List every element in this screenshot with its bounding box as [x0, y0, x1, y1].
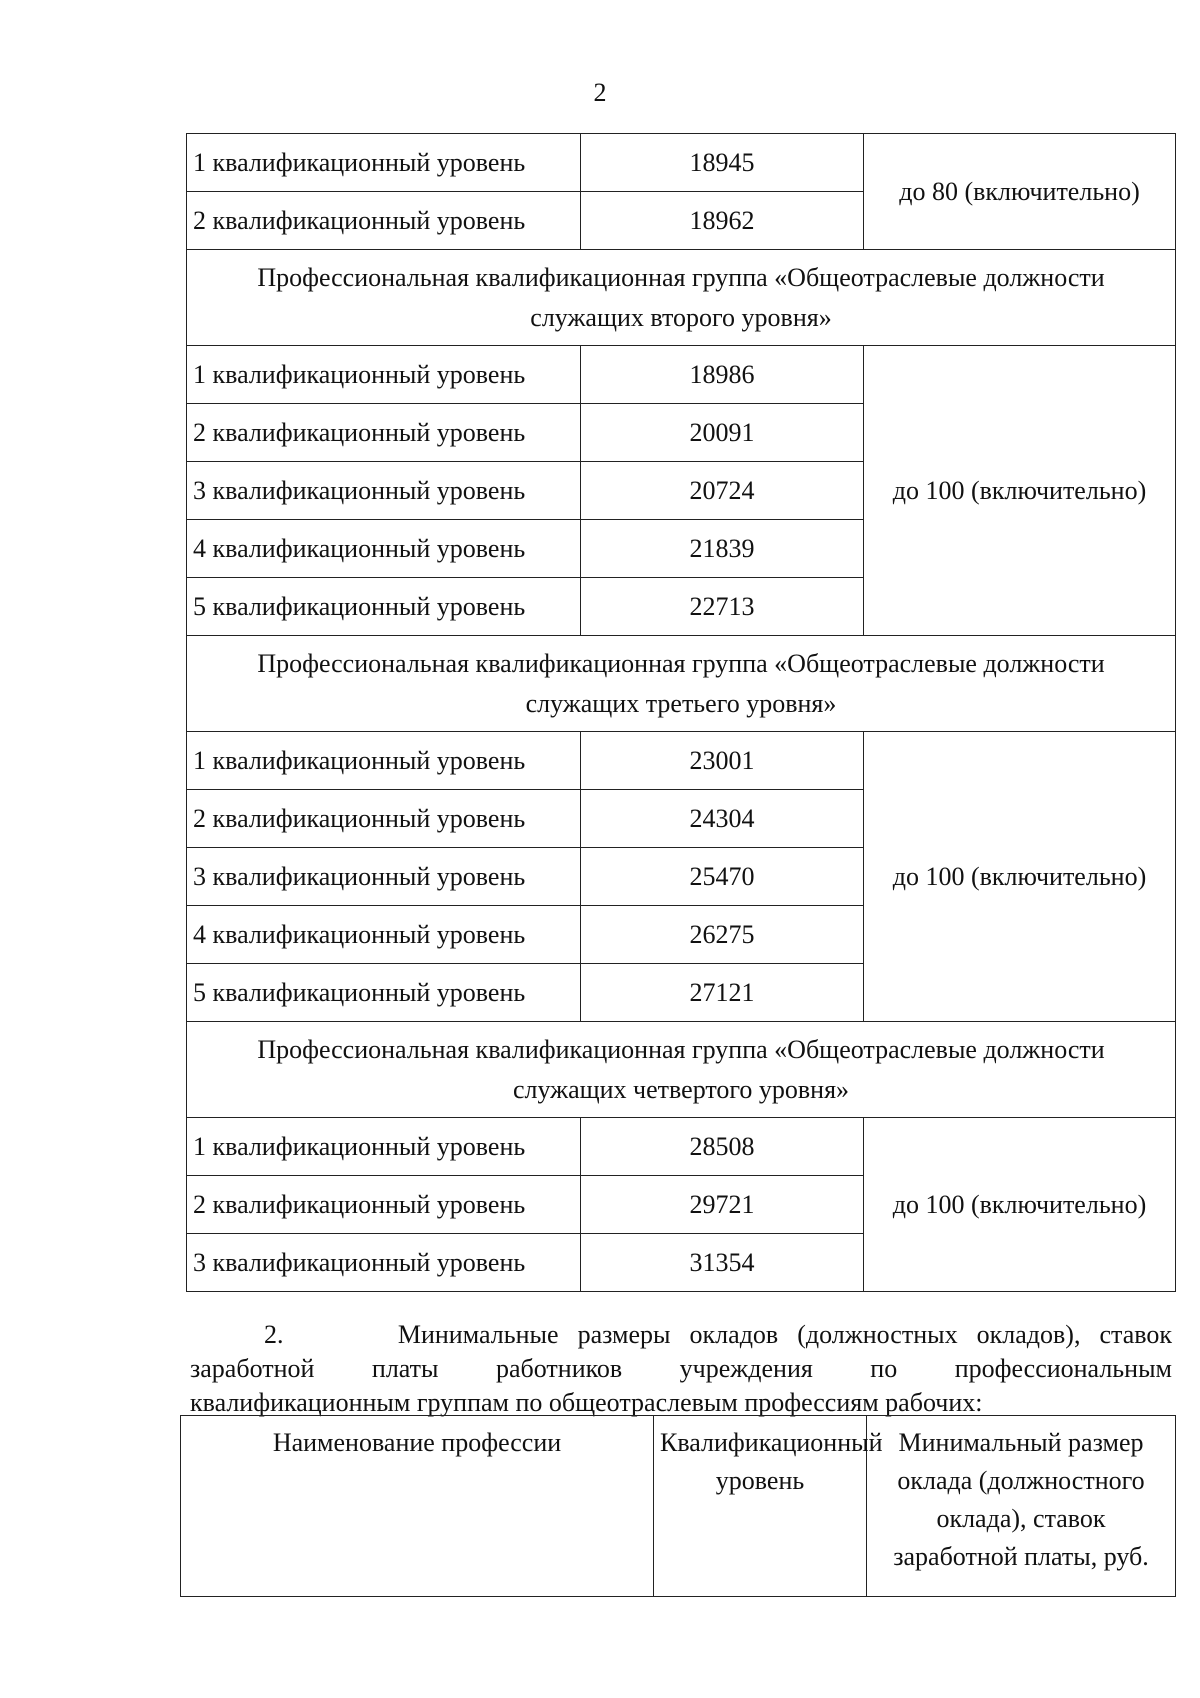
level-cell: 5 квалификационный уровень [187, 964, 581, 1022]
salary-cell: 20724 [581, 462, 864, 520]
level-cell: 4 квалификационный уровень [187, 906, 581, 964]
level-cell: 2 квалификационный уровень [187, 404, 581, 462]
column-header-min-salary: Минимальный размер оклада (должностного оклада), ставок заработной платы, руб. [867, 1416, 1176, 1597]
level-cell: 5 квалификационный уровень [187, 578, 581, 636]
table-header-row [181, 1416, 1176, 1597]
group-title: Профессиональная квалификационная группа «Общеотраслевые должности служащих третьего уровня» [187, 636, 1176, 732]
section-2-paragraph [190, 1318, 1172, 1420]
level-cell: 2 квалификационный уровень [187, 1176, 581, 1234]
salary-cell: 27121 [581, 964, 864, 1022]
table-row [187, 134, 1176, 192]
salary-cell: 20091 [581, 404, 864, 462]
group-header-row [187, 636, 1176, 732]
paragraph-number: 2. [264, 1320, 284, 1349]
level-cell: 4 квалификационный уровень [187, 520, 581, 578]
worker-professions-table [180, 1415, 1176, 1597]
salary-cell: 18962 [581, 192, 864, 250]
allowance-range-cell: до 100 (включительно) [864, 346, 1176, 636]
level-cell: 1 квалификационный уровень [187, 1118, 581, 1176]
group-title: Профессиональная квалификационная группа «Общеотраслевые должности служащих второго уровня» [187, 250, 1176, 346]
group-header-row [187, 250, 1176, 346]
level-cell: 1 квалификационный уровень [187, 134, 581, 192]
salary-table [186, 133, 1176, 1292]
page-number: 2 [593, 78, 607, 107]
level-cell: 1 квалификационный уровень [187, 346, 581, 404]
allowance-range-cell: до 100 (включительно) [864, 732, 1176, 1022]
level-cell: 3 квалификационный уровень [187, 848, 581, 906]
salary-cell: 22713 [581, 578, 864, 636]
paragraph-line: квалификационным группам по общеотраслевым профессиям рабочих: [190, 1388, 983, 1417]
salary-cell: 18986 [581, 346, 864, 404]
table-row [187, 346, 1176, 404]
column-header-qualification-level: Квалификационный уровень [654, 1416, 867, 1597]
paragraph-line: заработной платы работников учреждения по профессиональным [190, 1354, 1172, 1383]
salary-cell: 28508 [581, 1118, 864, 1176]
level-cell: 3 квалификационный уровень [187, 1234, 581, 1292]
salary-cell: 23001 [581, 732, 864, 790]
salary-cell: 31354 [581, 1234, 864, 1292]
table-row [187, 1118, 1176, 1176]
salary-cell: 18945 [581, 134, 864, 192]
allowance-range-cell: до 100 (включительно) [864, 1118, 1176, 1292]
salary-cell: 29721 [581, 1176, 864, 1234]
column-header-profession: Наименование профессии [181, 1416, 654, 1597]
level-cell: 2 квалификационный уровень [187, 790, 581, 848]
table-row [187, 732, 1176, 790]
allowance-range-cell: до 80 (включительно) [864, 134, 1176, 250]
paragraph-line-text: Минимальные размеры окладов (должностных окладов), ставок [397, 1320, 1173, 1349]
level-cell: 1 квалификационный уровень [187, 732, 581, 790]
level-cell: 2 квалификационный уровень [187, 192, 581, 250]
salary-cell: 25470 [581, 848, 864, 906]
salary-cell: 26275 [581, 906, 864, 964]
paragraph-line [190, 1318, 1172, 1352]
group-header-row [187, 1022, 1176, 1118]
salary-cell: 21839 [581, 520, 864, 578]
level-cell: 3 квалификационный уровень [187, 462, 581, 520]
salary-cell: 24304 [581, 790, 864, 848]
group-title: Профессиональная квалификационная группа «Общеотраслевые должности служащих четвертого уровня» [187, 1022, 1176, 1118]
